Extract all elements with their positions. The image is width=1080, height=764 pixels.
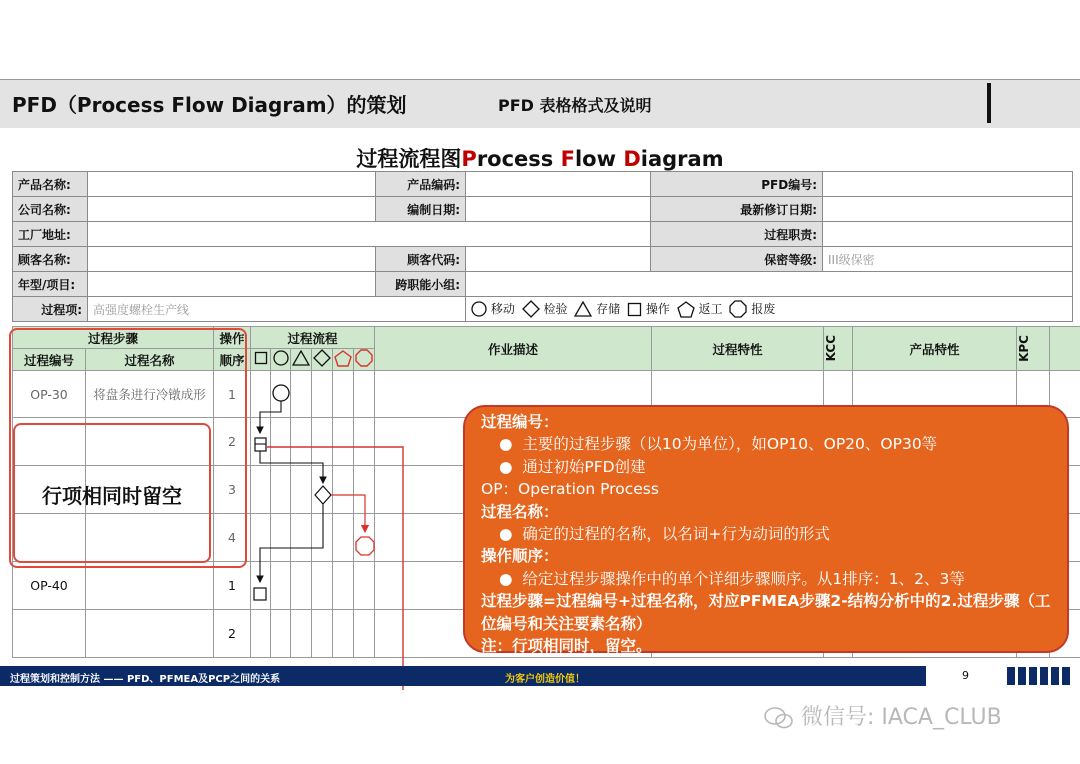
seq-cell: 2	[214, 418, 251, 466]
page-number: 9	[962, 669, 969, 682]
seq-cell: 2	[214, 610, 251, 658]
callout-process-step-def: 过程步骤=过程编号+过程名称，对应PFMEA步骤2-结构分析中的2.过程步骤（工位编号和关注要素名称）	[481, 592, 1051, 633]
header-product-char: 产品特性	[853, 327, 1017, 371]
slide-title: PFD（Process Flow Diagram）的策划	[12, 93, 407, 117]
header-process-step: 过程步骤	[13, 327, 214, 349]
flow-col-rework-icon	[333, 349, 354, 371]
label-pfd-no: PFD编号:	[651, 172, 823, 197]
secrecy-field[interactable]: III级保密	[823, 247, 1073, 272]
label-model-project: 年型/项目:	[13, 272, 88, 297]
model-project-field[interactable]	[88, 272, 376, 297]
label-process-role: 过程职责:	[651, 222, 823, 247]
legend-move: 移动	[490, 301, 515, 316]
legend-store: 存储	[596, 301, 621, 316]
flow-col-inspect-icon	[312, 349, 333, 371]
label-plant-address: 工厂地址:	[13, 222, 88, 247]
process-role-field[interactable]	[823, 222, 1073, 247]
legend-inspect: 检验	[543, 301, 568, 316]
product-name-field[interactable]	[88, 172, 376, 197]
pfd-header-form	[12, 171, 1073, 322]
footer-decoration	[1007, 667, 1073, 689]
label-secrecy: 保密等级:	[651, 247, 823, 272]
callout-heading-process-no: 过程编号：	[481, 413, 559, 431]
header-kpc: KPC	[1017, 327, 1050, 371]
label-cft: 跨职能小组:	[376, 272, 466, 297]
callout-note: 注：行项相同时，留空。	[481, 637, 652, 656]
header-divider	[987, 83, 991, 123]
header-process-no: 过程编号	[13, 349, 86, 371]
legend-rework: 返工	[698, 301, 723, 316]
form-title: 过程流程图Process Flow Diagram	[356, 147, 724, 171]
header-op-seq-2: 顺序	[214, 349, 251, 371]
prep-date-field[interactable]	[466, 197, 651, 222]
latest-rev-field[interactable]	[823, 197, 1073, 222]
footer-left-text: 过程策划和控制方法 —— PFD、PFMEA及PCP之间的关系	[10, 674, 281, 685]
header-flow: 过程流程	[251, 327, 375, 349]
product-code-field[interactable]	[466, 172, 651, 197]
process-no-cell	[13, 610, 86, 658]
header-process-name: 过程名称	[86, 349, 214, 371]
slide-subtitle: PFD 表格格式及说明	[498, 96, 652, 115]
process-name-cell	[86, 610, 214, 658]
wechat-icon	[764, 706, 794, 730]
flow-col-move-icon	[271, 349, 291, 371]
store-triangle-icon	[574, 301, 592, 317]
seq-cell: 3	[214, 466, 251, 514]
flow-col-scrap-icon	[354, 349, 375, 371]
company-name-field[interactable]	[88, 197, 376, 222]
callout-bullet: ● 给定过程步骤操作中的单个详细步骤顺序。从1排序：1、2、3等	[499, 569, 965, 588]
blank-rows-label: 行项相同时留空	[42, 484, 182, 508]
pfd-no-field[interactable]	[823, 172, 1073, 197]
header-extra	[1050, 327, 1080, 371]
customer-name-field[interactable]	[88, 247, 376, 272]
slide-footer	[0, 666, 926, 686]
move-circle-icon	[471, 301, 487, 317]
callout-heading-op-seq: 操作顺序：	[481, 547, 559, 566]
label-prep-date: 编制日期:	[376, 197, 466, 222]
wechat-watermark: 微信号: IACA_CLUB	[764, 700, 1002, 731]
footer-slogan: 为客户创造价值！	[505, 674, 585, 685]
legend-operate: 操作	[645, 301, 670, 316]
seq-cell: 1	[214, 562, 251, 610]
header-work-desc: 作业描述	[375, 327, 652, 371]
seq-cell: 4	[214, 514, 251, 562]
label-customer-name: 顾客名称:	[13, 247, 88, 272]
callout-bullet: ● 确定的过程的名称，以名词+行为动词的形式	[499, 525, 830, 544]
label-latest-rev: 最新修订日期:	[651, 197, 823, 222]
label-product-name: 产品名称:	[13, 172, 88, 197]
callout-bullet: ● 通过初始PFD创建	[499, 457, 646, 476]
process-no-cell: OP-40	[13, 562, 86, 610]
plant-address-field[interactable]	[88, 222, 651, 247]
flow-col-operate-icon	[251, 349, 271, 371]
callout-heading-process-name: 过程名称：	[481, 502, 559, 521]
explanation-callout	[463, 405, 1069, 656]
inspect-diamond-icon	[522, 300, 540, 318]
seq-cell: 1	[214, 371, 251, 418]
operate-square-icon	[627, 302, 642, 317]
callout-op-line: OP：Operation Process	[481, 480, 659, 499]
process-item-field[interactable]: 高强度螺栓生产线	[88, 297, 466, 322]
cft-field[interactable]	[466, 272, 1073, 297]
rework-pentagon-icon	[677, 301, 695, 318]
process-name-cell	[86, 562, 214, 610]
label-company-name: 公司名称:	[13, 197, 88, 222]
header-op-seq-1: 操作	[214, 327, 251, 349]
scrap-octagon-icon	[729, 300, 747, 318]
header-process-char: 过程特性	[652, 327, 824, 371]
label-customer-code: 顾客代码:	[376, 247, 466, 272]
process-no-cell: OP-30	[13, 371, 86, 418]
callout-bullet: ● 主要的过程步骤（以10为单位），如OP10、OP20、OP30等	[499, 435, 938, 454]
legend-scrap: 报废	[751, 301, 776, 316]
flow-col-store-icon	[291, 349, 312, 371]
header-kcc: KCC	[824, 327, 853, 371]
label-process-item: 过程项:	[13, 297, 88, 322]
symbol-legend	[466, 297, 1073, 322]
process-name-cell: 将盘条进行冷镦成形	[86, 371, 214, 418]
customer-code-field[interactable]	[466, 247, 651, 272]
label-product-code: 产品编码:	[376, 172, 466, 197]
